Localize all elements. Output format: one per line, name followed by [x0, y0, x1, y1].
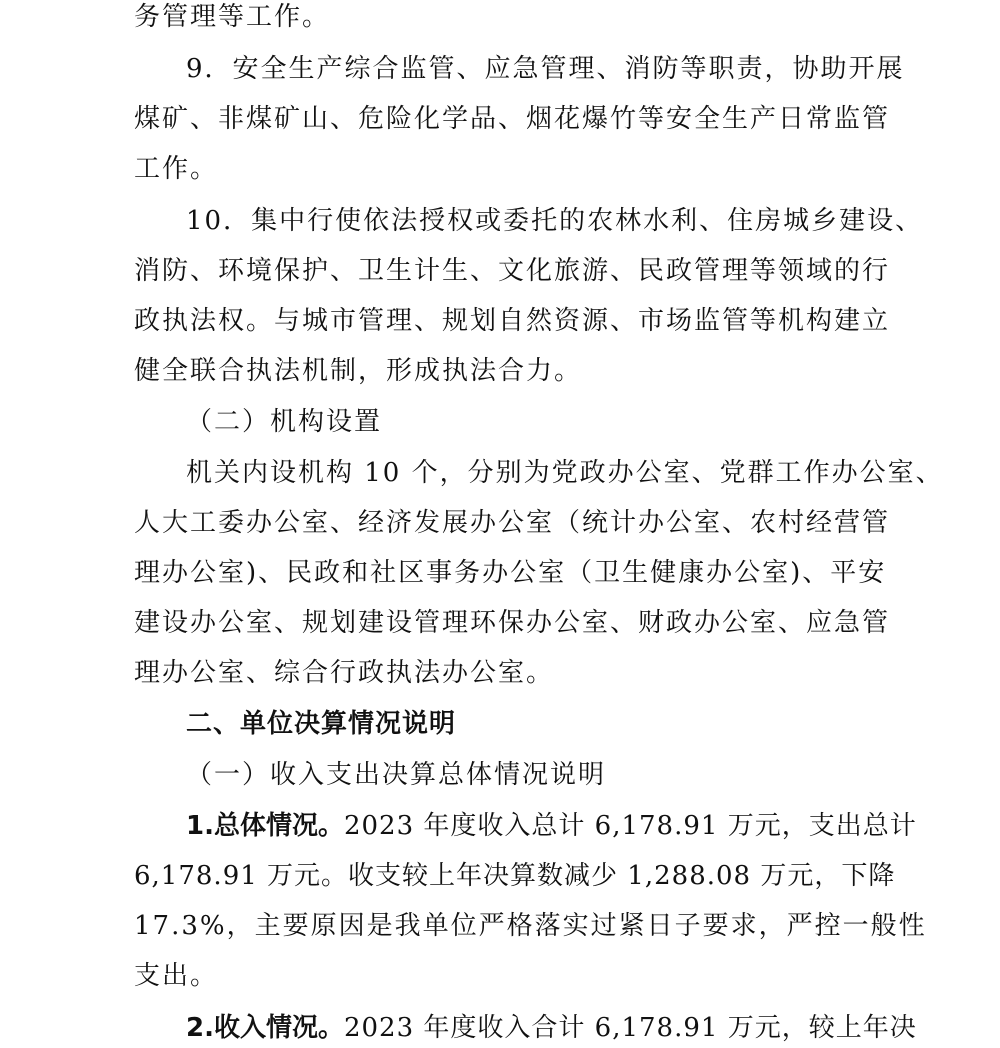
list-item-10: 10．集中行使依法授权或委托的农林水利、住房城乡建设、: [186, 206, 924, 236]
list-item-9: 9．安全生产综合监管、应急管理、消防等职责，协助开展: [186, 54, 905, 84]
chapter-heading: 二、单位决算情况说明: [186, 709, 457, 739]
paragraph-line-income: [186, 1008, 1000, 1048]
paragraph-line: 健全联合执法机制，形成执法合力。: [134, 356, 583, 386]
paragraph-line-overall: [186, 806, 1000, 846]
paragraph-text: 2023 年度收入合计 6,178.91 万元，较上年决: [343, 1013, 917, 1043]
paragraph-line: 机关内设机构 10 个，分别为党政办公室、党群工作办公室、: [186, 458, 944, 488]
section-heading-org-setup: （二）机构设置: [186, 407, 383, 437]
lead-in-income: 2.收入情况。: [186, 1013, 344, 1043]
paragraph-line: 17.3%，主要原因是我单位严格落实过紧日子要求，严控一般性: [134, 911, 927, 941]
paragraph-line: 建设办公室、规划建设管理环保办公室、财政办公室、应急管: [134, 608, 891, 638]
paragraph-line: 煤矿、非煤矿山、危险化学品、烟花爆竹等安全生产日常监管: [134, 104, 891, 134]
paragraph-line: 理办公室)、民政和社区事务办公室（卫生健康办公室)、平安: [134, 558, 887, 588]
paragraph-line: 理办公室、综合行政执法办公室。: [134, 658, 555, 688]
paragraph-text: 2023 年度收入总计 6,178.91 万元，支出总计: [343, 811, 917, 841]
paragraph-line: 消防、环境保护、卫生计生、文化旅游、民政管理等领域的行: [134, 256, 891, 286]
paragraph-line: 工作。: [134, 154, 219, 184]
section-heading-overall: （一）收入支出决算总体情况说明: [186, 760, 607, 790]
paragraph-line: 政执法权。与城市管理、规划自然资源、市场监管等机构建立: [134, 306, 891, 336]
lead-in-overall: 1.总体情况。: [186, 811, 344, 841]
paragraph-line: 务管理等工作。: [134, 2, 331, 32]
paragraph-line: 支出。: [134, 961, 219, 991]
paragraph-line: 人大工委办公室、经济发展办公室（统计办公室、农村经营管: [134, 508, 891, 538]
paragraph-line: 6,178.91 万元。收支较上年决算数减少 1,288.08 万元，下降: [134, 861, 896, 891]
